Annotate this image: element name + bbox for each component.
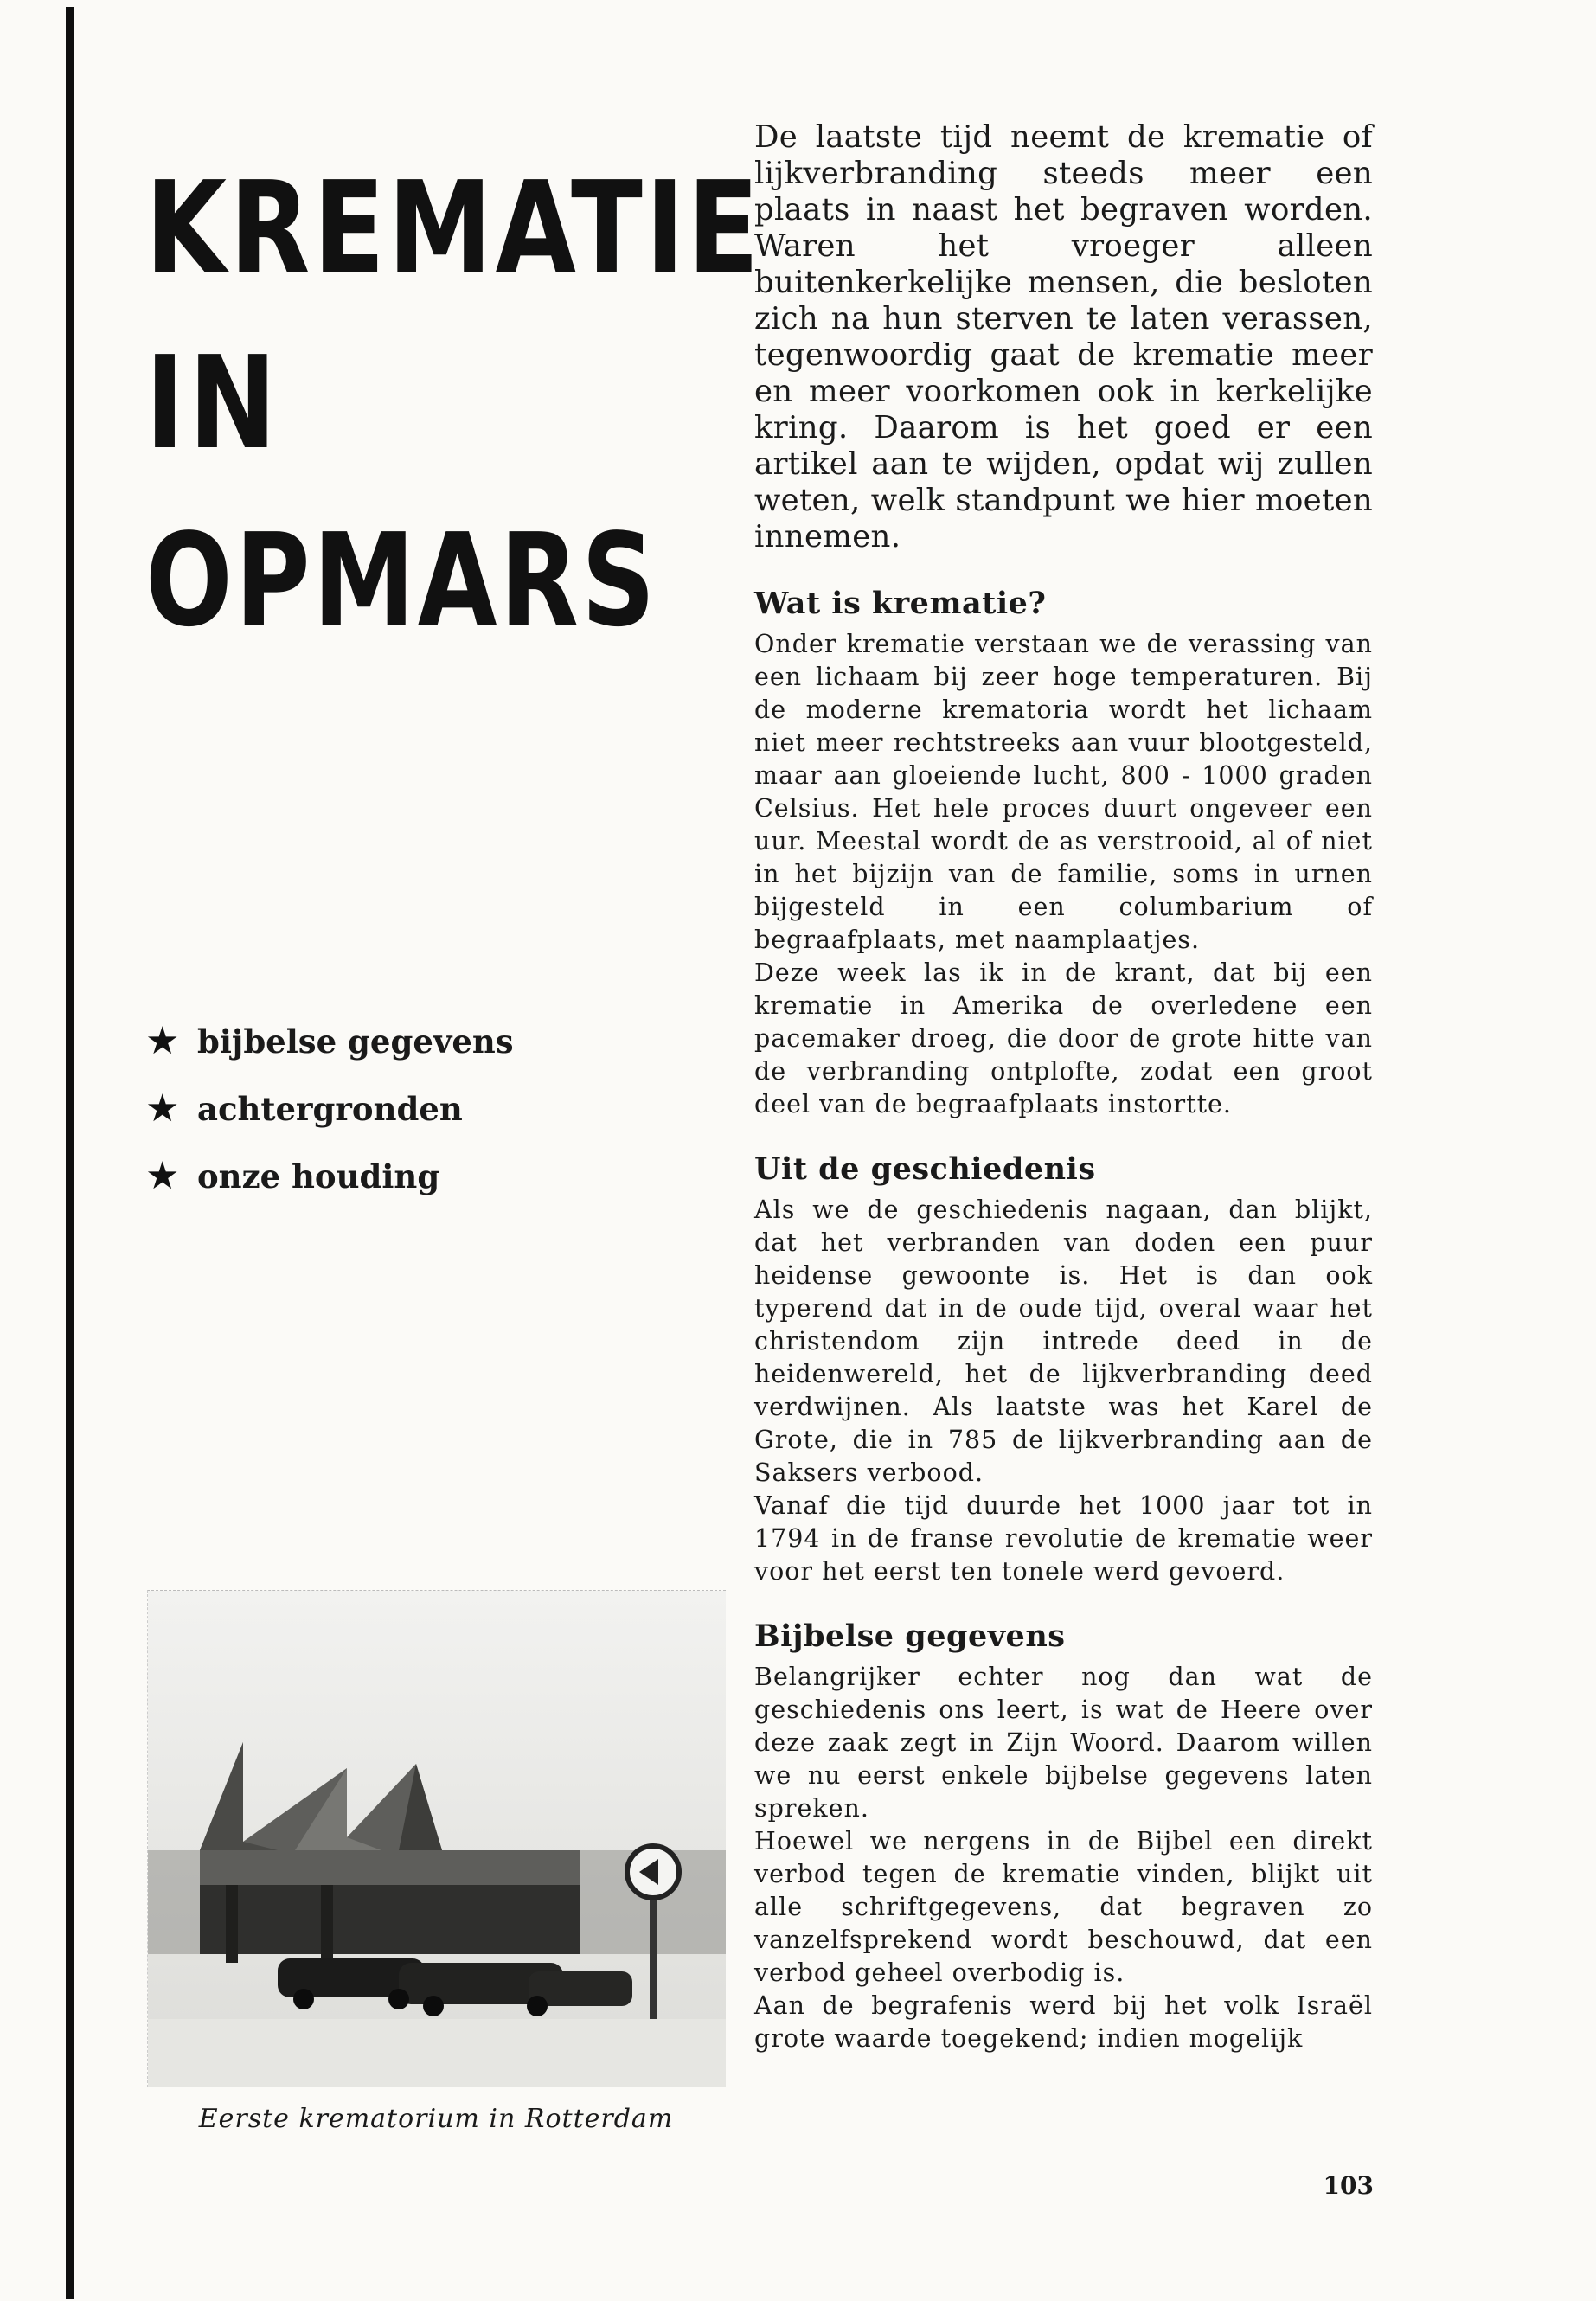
paragraph: Vanaf die tijd duurde het 1000 jaar tot in 1794 in de franse revolutie de krematie weer voor het eerst ten tonele werd gevoerd.	[754, 1491, 1373, 1586]
left-margin-rule	[66, 7, 74, 2299]
intro-paragraph: De laatste tijd neemt de krematie of lijkverbranding steeds meer een plaats in naast het begraven worden. Waren het vroeger alleen buitenkerkelijke mensen, die besloten zich na hun sterven te laten verassen, tegenwoordig gaat de krematie meer en meer voorkomen ook in kerkelijke kring. Daarom is het goed er een artikel aan te wijden, opdat wij zullen weten, welk standpunt we hier moeten innemen.	[754, 119, 1373, 554]
paragraph: Hoewel we nergens in de Bijbel een direkt verbod tegen de krematie vinden, blijkt uit alle schriftgegevens, dat begraven zo vanzelfsprekend wordt beschouwd, dat een verbod geheel overbodig is.	[754, 1827, 1373, 1987]
headline-line-2: IN	[145, 329, 281, 478]
section-heading: Wat is krematie?	[754, 586, 1047, 621]
paragraph: Onder krematie verstaan we de verassing van een lichaam bij zeer hoge temperaturen. Bij de moderne krematoria wordt het lichaam niet meer rechtstreeks aan vuur blootgesteld, maar aan gloeiende lucht, 800 - 1000 graden Celsius. Het hele proces duurt ongeveer een uur. Meestal wordt de as verstrooid, al of niet in het bijzijn van de familie, soms in urnen bijgesteld in een columbarium of begraafplaats, met naamplaatjes.	[754, 630, 1373, 954]
crematorium-photo	[147, 1590, 726, 2087]
topic-list	[145, 1008, 630, 1210]
section-geschiedenis	[754, 1152, 1373, 1588]
article-column	[754, 119, 1373, 2086]
section-heading: Uit de geschiedenis	[754, 1151, 1096, 1187]
star-icon: ★	[145, 1086, 180, 1131]
topic-item	[145, 1143, 630, 1210]
section-bijbelse-gegevens	[754, 1619, 1373, 2055]
star-icon: ★	[145, 1019, 180, 1063]
paragraph: Deze week las ik in de krant, dat bij een krematie in Amerika de overledene een pacemaker droeg, die door de grote hitte van de verbranding ontplofte, zodat een groot deel van de begraafplaats instortte.	[754, 958, 1373, 1118]
topic-label: onze houding	[197, 1157, 440, 1195]
star-icon: ★	[145, 1154, 180, 1198]
topic-item	[145, 1075, 630, 1143]
photo-caption: Eerste krematorium in Rotterdam	[198, 2104, 674, 2134]
section-wat-is-krematie	[754, 586, 1373, 1121]
section-heading: Bijbelse gegevens	[754, 1618, 1066, 1654]
topic-item	[145, 1008, 630, 1075]
page-number: 103	[1323, 2171, 1374, 2200]
paragraph: Als we de geschiedenis nagaan, dan blijkt, dat het verbranden van doden een puur heidense gewoonte is. Het is dan ook typerend dat in de oude tijd, overal waar het christendom zijn intrede deed in de heidenwereld, het de lijkverbranding deed verdwijnen. Als laatste was het Karel de Grote, die in 785 de lijkverbranding aan de Saksers verbood.	[754, 1195, 1373, 1487]
topic-label: bijbelse gegevens	[197, 1022, 514, 1061]
headline-line-3: OPMARS	[145, 506, 658, 655]
topic-label: achtergronden	[197, 1090, 463, 1128]
paragraph: Aan de begrafenis werd bij het volk Israël grote waarde toegekend; indien mogelijk	[754, 1991, 1373, 2053]
paragraph: Belangrijker echter nog dan wat de geschiedenis ons leert, is wat de Heere over deze zaak zegt in Zijn Woord. Daarom willen we nu eerst enkele bijbelse gegevens laten spreken.	[754, 1663, 1373, 1823]
headline-line-1: KREMATIE	[145, 154, 762, 303]
